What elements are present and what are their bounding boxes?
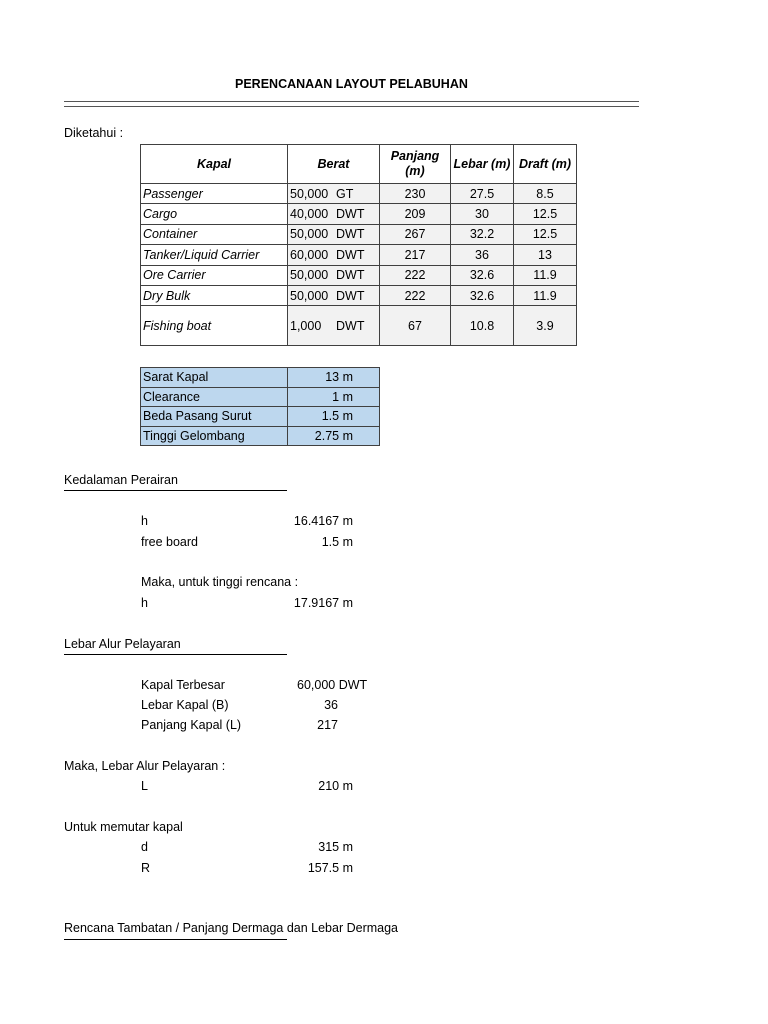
cell-draft: 3.9 — [514, 306, 577, 346]
table-row — [141, 224, 577, 244]
cell-draft: 11.9 — [514, 265, 577, 285]
berat-unit: DWT — [336, 247, 365, 262]
kedalaman-heading: Kedalaman Perairan — [64, 473, 178, 487]
cell-lebar: 32.6 — [451, 285, 514, 305]
param-value: 2.75 m — [288, 426, 380, 446]
berat-unit: DWT — [336, 318, 365, 333]
cell-berat — [288, 265, 380, 285]
cell-panjang: 209 — [380, 204, 451, 224]
cell-lebar: 32.2 — [451, 224, 514, 244]
cell-panjang: 222 — [380, 285, 451, 305]
l-value: 210 m — [318, 779, 353, 793]
d-value: 315 m — [318, 840, 353, 854]
cell-berat — [288, 224, 380, 244]
cell-lebar: 36 — [451, 245, 514, 265]
diketahui-label: Diketahui : — [64, 126, 124, 140]
lebar-alur-underline — [64, 654, 287, 655]
h2-value: 17.9167 m — [293, 596, 353, 610]
param-value: 1 m — [288, 387, 380, 407]
berat-value: 50,000 — [290, 186, 329, 201]
berat-value: 40,000 — [290, 207, 329, 222]
cell-draft: 12.5 — [514, 204, 577, 224]
cell-lebar: 10.8 — [451, 306, 514, 346]
berat-unit: DWT — [336, 227, 365, 242]
berat-value: 50,000 — [290, 268, 329, 283]
param-row — [141, 368, 380, 388]
cell-kapal: Dry Bulk — [141, 285, 288, 305]
berat-value: 1,000 — [290, 318, 322, 333]
cell-draft: 13 — [514, 245, 577, 265]
lebar-kapal-value: 36 — [324, 698, 338, 712]
param-value: 1.5 m — [288, 407, 380, 427]
param-label: Tinggi Gelombang — [141, 426, 288, 446]
maka-tinggi-text: Maka, untuk tinggi rencana : — [141, 575, 299, 589]
berat-value: 50,000 — [290, 288, 329, 303]
header-lebar: Lebar (m) — [451, 145, 514, 184]
l-label: L — [141, 779, 148, 793]
param-row — [141, 426, 380, 446]
table-header-row — [141, 145, 577, 184]
freeboard-label: free board — [141, 535, 198, 549]
table-row — [141, 184, 577, 204]
cell-berat — [288, 204, 380, 224]
berat-value: 60,000 — [290, 247, 329, 262]
panjang-kapal-value: 217 — [317, 718, 338, 732]
header-panjang: Panjang (m) — [380, 145, 451, 184]
param-table — [140, 367, 380, 446]
cell-kapal: Container — [141, 224, 288, 244]
berat-unit: DWT — [336, 288, 365, 303]
memutar-heading: Untuk memutar kapal — [64, 820, 183, 834]
header-draft: Draft (m) — [514, 145, 577, 184]
berat-unit: GT — [336, 186, 354, 201]
h-label: h — [141, 514, 148, 528]
cell-lebar: 27.5 — [451, 184, 514, 204]
kapal-terbesar-label: Kapal Terbesar — [141, 678, 225, 692]
cell-berat — [288, 285, 380, 305]
r-label: R — [141, 861, 151, 875]
param-row — [141, 407, 380, 427]
cell-panjang: 217 — [380, 245, 451, 265]
rencana-tambatan-heading: Rencana Tambatan / Panjang Dermaga dan Lebar Dermaga — [64, 921, 399, 935]
cell-lebar: 32.6 — [451, 265, 514, 285]
param-row — [141, 387, 380, 407]
maka-lebar-text: Maka, Lebar Alur Pelayaran : — [64, 759, 226, 773]
cell-draft: 12.5 — [514, 224, 577, 244]
kapal-terbesar-value: 60,000 DWT — [297, 678, 368, 692]
lebar-kapal-label: Lebar Kapal (B) — [141, 698, 229, 712]
berat-unit: DWT — [336, 268, 365, 283]
cell-berat — [288, 306, 380, 346]
cell-kapal: Tanker/Liquid Carrier — [141, 245, 288, 265]
lebar-alur-heading: Lebar Alur Pelayaran — [64, 637, 181, 651]
berat-value: 50,000 — [290, 227, 329, 242]
cell-panjang: 67 — [380, 306, 451, 346]
cell-panjang: 267 — [380, 224, 451, 244]
cell-panjang: 222 — [380, 265, 451, 285]
cell-draft: 11.9 — [514, 285, 577, 305]
table-row — [141, 285, 577, 305]
page-title: PERENCANAAN LAYOUT PELABUHAN — [235, 77, 468, 91]
header-berat: Berat — [288, 145, 380, 184]
r-value: 157.5 m — [307, 861, 353, 875]
param-label: Clearance — [141, 387, 288, 407]
param-label: Beda Pasang Surut — [141, 407, 288, 427]
h2-label: h — [141, 596, 148, 610]
d-label: d — [141, 840, 148, 854]
table-row — [141, 245, 577, 265]
cell-berat — [288, 245, 380, 265]
table-row — [141, 265, 577, 285]
param-value: 13 m — [288, 368, 380, 388]
cell-panjang: 230 — [380, 184, 451, 204]
cell-lebar: 30 — [451, 204, 514, 224]
cell-kapal: Fishing boat — [141, 306, 288, 346]
cell-draft: 8.5 — [514, 184, 577, 204]
berat-unit: DWT — [336, 207, 365, 222]
cell-berat — [288, 184, 380, 204]
panjang-kapal-label: Panjang Kapal (L) — [141, 718, 242, 732]
h-value: 16.4167 m — [293, 514, 353, 528]
cell-kapal: Ore Carrier — [141, 265, 288, 285]
header-kapal: Kapal — [141, 145, 288, 184]
ship-table — [140, 144, 577, 346]
title-double-rule — [64, 101, 639, 107]
table-row — [141, 204, 577, 224]
cell-kapal: Cargo — [141, 204, 288, 224]
kedalaman-underline — [64, 490, 287, 491]
cell-kapal: Passenger — [141, 184, 288, 204]
freeboard-value: 1.5 m — [321, 535, 353, 549]
param-label: Sarat Kapal — [141, 368, 288, 388]
table-row — [141, 306, 577, 346]
rencana-tambatan-underline — [64, 939, 287, 940]
